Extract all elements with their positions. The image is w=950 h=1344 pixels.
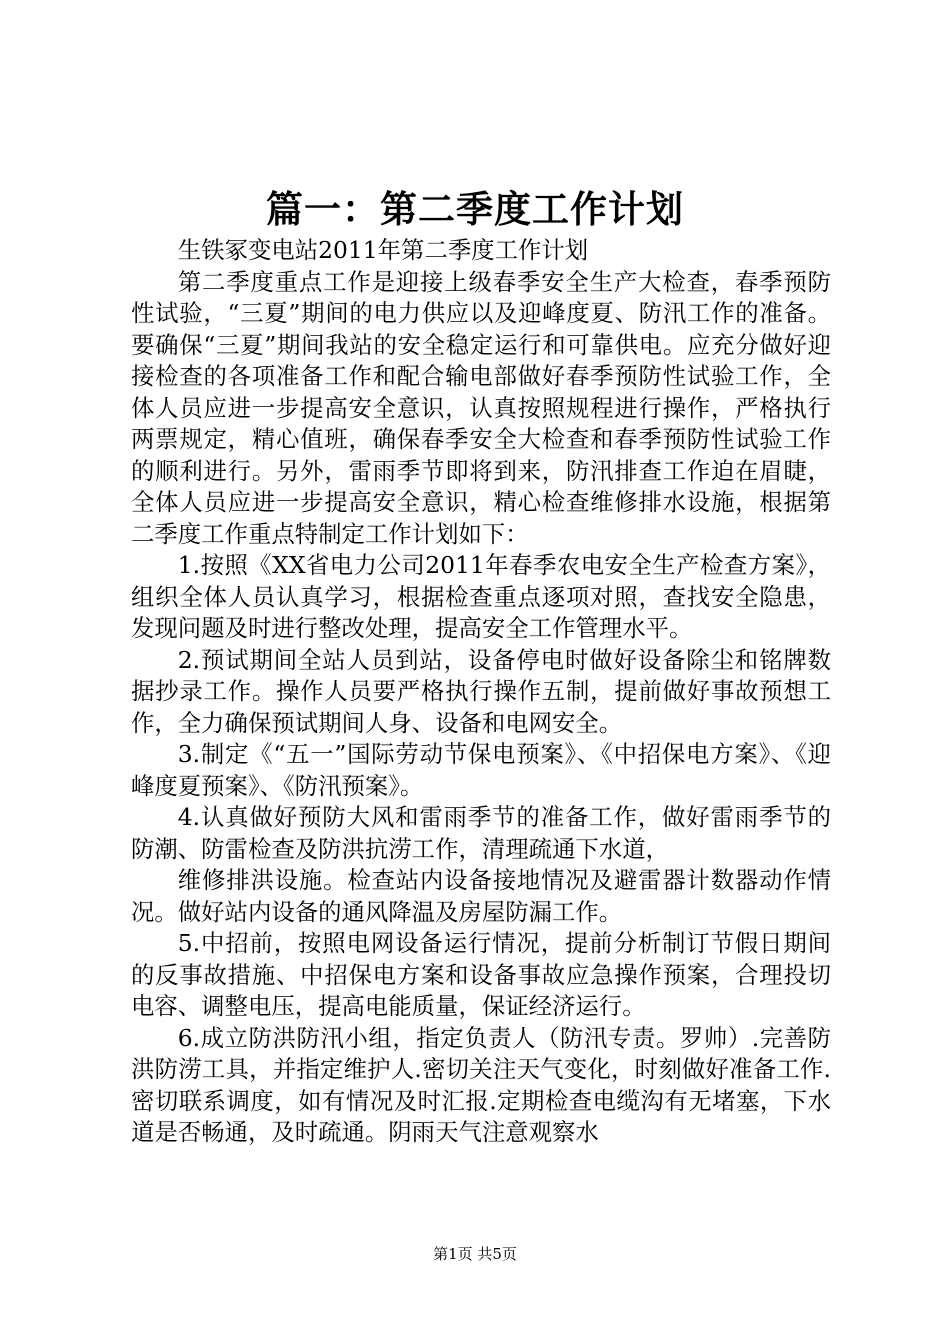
paragraph-item-1: 1.按照《XX省电力公司2011年春季农电安全生产检查方案》，组织全体人员认真学习，根据检查重点逐项对照，查找安全隐患，发现问题及时进行整改处理，提高安全工作管理水平。 — [131, 551, 831, 642]
paragraph-item-6: 6.成立防洪防汛小组，指定负责人（防汛专责。罗帅）.完善防洪防涝工具，并指定维护人.密切关注天气变化，时刻做好准备工作.密切联系调度，如有情况及时汇报.定期检查电缆沟有无堵塞，下水道是否畅通，及时疏通。阴雨天气注意观察水 — [131, 1023, 831, 1146]
page-number-footer: 第1页 共5页 — [433, 1245, 517, 1263]
paragraph-item-2: 2.预试期间全站人员到站，设备停电时做好设备除尘和铭牌数据抄录工作。操作人员要严格执行操作五制，提前做好事故预想工作，全力确保预试期间人身、设备和电网安全。 — [131, 645, 831, 737]
document-body — [131, 235, 831, 1149]
paragraph-item-4: 4.认真做好预防大风和雷雨季节的准备工作，做好雷雨季节的防潮、防雷检查及防洪抗涝工作，清理疏通下水道， — [131, 803, 831, 863]
document-subtitle: 生铁冢变电站2011年第二季度工作计划 — [177, 236, 589, 264]
paragraph-item-4-continued: 维修排洪设施。检查站内设备接地情况及避雷器计数器动作情况。做好站内设备的通风降温及房屋防漏工作。 — [131, 866, 831, 926]
paragraph-item-5: 5.中招前，按照电网设备运行情况，提前分析制订节假日期间的反事故措施、中招保电方案和设备事故应急操作预案，合理投切电容、调整电压，提高电能质量，保证经济运行。 — [131, 929, 831, 1020]
paragraph-intro: 第二季度重点工作是迎接上级春季安全生产大检查，春季预防性试验，“三夏”期间的电力供应以及迎峰度夏、防汛工作的准备。要确保“三夏”期间我站的安全稳定运行和可靠供电。应充分做好迎接检查的各项准备工作和配合输电部做好春季预防性试验工作，全体人员应进一步提高安全意识，认真按照规程进行操作，严格执行两票规定，精心值班，确保春季安全大检查和春季预防性试验工作的顺利进行。另外，雷雨季节即将到来，防汛排查工作迫在眉睫，全体人员应进一步提高安全意识，精心检查维修排水设施，根据第二季度工作重点特制定工作计划如下： — [131, 267, 831, 548]
paragraph-item-3: 3.制定《“五一”国际劳动节保电预案》、《中招保电方案》、《迎峰度夏预案》、《防汛预案》。 — [131, 740, 831, 800]
document-title: 篇一：第二季度工作计划 — [266, 187, 684, 231]
